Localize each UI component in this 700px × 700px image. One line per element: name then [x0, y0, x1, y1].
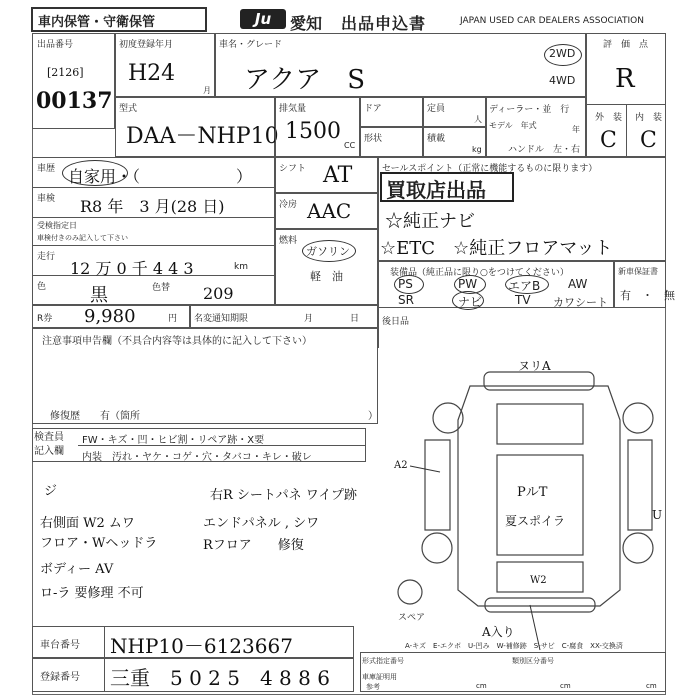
- first-reg-label: 初度登録年月: [119, 40, 174, 50]
- later-items-label: 後日品: [382, 317, 410, 327]
- cm-2: cm: [560, 682, 571, 690]
- chassis-value: NHP10－6123667: [110, 634, 293, 658]
- displacement-unit: CC: [344, 141, 356, 150]
- diagram-wheel-rr: [623, 533, 653, 563]
- association-name: JAPAN USED CAR DEALERS ASSOCIATION: [460, 16, 644, 26]
- damage-legend: A-キズ E-エクボ U-凹み W-補修跡 S-サビ C-腐食 XX-交換済: [405, 642, 623, 650]
- mileage-label: 走行: [37, 252, 56, 262]
- storage-stamp: 車内保管・守衛保管: [38, 15, 156, 30]
- diagram-wheel-fr: [623, 403, 653, 433]
- warranty-label: 新車保証書: [618, 267, 658, 276]
- inspector-note-right-0: 右R シートパネ ワイプ跡: [210, 488, 358, 503]
- listing-no-small: [2126]: [47, 66, 84, 79]
- name-change-label: 名変通知期限: [194, 314, 249, 324]
- diagram-rear-note: A入り: [482, 625, 515, 639]
- inspector-note-left-2: フロア・Wヘッドラ: [40, 536, 158, 551]
- exterior-value: C: [600, 128, 617, 153]
- inspector-note-left-4: ロ-ラ 要修理 不可: [40, 586, 144, 601]
- interior-label: 内 装: [635, 113, 663, 123]
- color-value: 黒: [90, 285, 108, 306]
- recycle-value: 9,980: [84, 306, 136, 327]
- shift-label: シフト: [279, 164, 307, 174]
- displacement-label: 排気量: [279, 104, 307, 114]
- diagram-center-note-1: PルT: [517, 485, 548, 500]
- inspection-note-label: 受検指定日: [37, 221, 77, 230]
- color-change-label: 色替: [152, 283, 171, 293]
- inspector-note-right-1: エンドパネル , シワ: [203, 516, 320, 531]
- inspector-row-2: 汚れ・ヤケ・コゲ・穴・タバコ・キレ・破レ: [112, 452, 312, 463]
- ref-label: 参考: [366, 683, 380, 691]
- shift-value: AT: [323, 163, 353, 188]
- inspector-row-2-label: 内装: [82, 452, 102, 463]
- diagram-bottom-note: W2: [530, 575, 547, 586]
- model-year-unit: 年: [572, 125, 580, 134]
- ac-value: AAC: [307, 199, 352, 223]
- diagram-right-note: U: [652, 508, 663, 522]
- inspector-row-1: FW・キズ・凹・ヒビ割・リペア跡・X要: [82, 435, 265, 446]
- model-value: アクア S: [244, 65, 366, 95]
- notes-label: 注意事項申告欄（不具合内容等は具体的に記入して下さい）: [42, 336, 312, 347]
- doors-label: ドア: [364, 104, 382, 114]
- name-change-month: 月: [304, 314, 314, 324]
- diagram-left-side: [425, 440, 450, 530]
- diagram-front-bumper: [484, 372, 594, 390]
- diagram-center-note-2: 夏スポイラ: [505, 514, 566, 528]
- exterior-label: 外 装: [595, 113, 623, 123]
- diagram-left-note: A2: [394, 460, 408, 471]
- equip-navi: ナビ: [458, 295, 483, 309]
- diagram-roof: [497, 455, 583, 555]
- equip-pw: PW: [458, 277, 478, 291]
- equip-seat: カワシート: [553, 296, 608, 309]
- cm-3: cm: [646, 682, 657, 690]
- diagram-right-side: [628, 440, 652, 530]
- first-reg-month-unit: 月: [203, 86, 211, 95]
- inspector-note-left-0: ジ: [44, 484, 58, 499]
- chassis-label: 車台番号: [40, 640, 80, 651]
- first-reg-value: H24: [128, 61, 176, 86]
- inspection-value: R8 年 3 月(28 日): [80, 197, 225, 216]
- garage-cert-label: 車庫証明用: [362, 673, 397, 681]
- model-year-label: モデル 年式: [489, 121, 537, 130]
- equipment-label: 装備品（純正品に限り○をつけてください）: [390, 268, 569, 278]
- equip-sr: SR: [398, 293, 414, 307]
- grade-label: 評 価 点: [603, 40, 649, 50]
- color-no-value: 209: [203, 284, 234, 303]
- color-label: 色: [37, 282, 47, 292]
- fuel-label: 燃料: [279, 236, 298, 246]
- inspection-note-small: 車検付きのみ記入して下さい: [37, 234, 128, 242]
- sales-label: セールスポイント（正常に機能するものに限ります）: [382, 164, 598, 174]
- diagram-rear-bumper: [485, 598, 595, 612]
- sales-line-1: ☆純正ナビ: [385, 211, 475, 232]
- org-name: 愛知: [290, 14, 323, 33]
- history-value: 自家用・（ ）: [68, 167, 253, 186]
- inspection-label: 車検: [37, 194, 56, 204]
- handle-label: ハンドル 左・右: [508, 145, 581, 155]
- sales-line-2: ☆ETC ☆純正フロアマット: [380, 238, 613, 259]
- inspector-note-left-3: ボディー AV: [40, 562, 114, 577]
- displacement-value: 1500: [285, 119, 341, 144]
- registration-value: 三重 5 0 2 5 4 8 8 6: [110, 666, 330, 690]
- load-label: 積載: [427, 134, 446, 144]
- load-unit: kg: [472, 145, 482, 154]
- spare-label: スペア: [398, 613, 426, 623]
- history-label: 車歴: [37, 164, 56, 174]
- interior-value: C: [640, 128, 657, 153]
- type-cert-label: 形式指定番号: [362, 657, 404, 665]
- drive-2wd: 2WD: [549, 47, 576, 60]
- equip-tv: TV: [515, 293, 531, 307]
- warranty-value: 有 ・ 無: [620, 289, 675, 302]
- inspector-note-right-2: Rフロア 修復: [203, 538, 304, 553]
- recycle-unit: 円: [168, 314, 178, 324]
- registration-label: 登録番号: [40, 672, 80, 683]
- shape-label: 形状: [364, 134, 383, 144]
- inspector-note-left-1: 右側面 W2 ムワ: [40, 516, 135, 531]
- listing-no-main: 00137: [36, 88, 113, 114]
- capacity-unit: 人: [474, 115, 482, 124]
- equip-aw: AW: [568, 277, 588, 291]
- form-title: 出品申込書: [341, 14, 427, 33]
- mileage-unit: km: [234, 262, 248, 272]
- type-value: DAA－NHP10: [126, 124, 279, 149]
- class-label: 類別区分番号: [512, 657, 554, 665]
- fuel-alt: 軽 油: [310, 270, 343, 283]
- inspector-label: 検査員 記入欄: [34, 432, 64, 457]
- equip-ps: PS: [398, 277, 413, 291]
- diagram-spare-tire: [398, 580, 422, 604]
- name-change-day: 日: [350, 314, 360, 324]
- diagram-windshield: [497, 404, 583, 444]
- cm-1: cm: [476, 682, 487, 690]
- fuel-value: ガソリン: [306, 245, 350, 258]
- drive-4wd: 4WD: [549, 74, 576, 87]
- repair-label: 修復歴 有（箇所: [50, 411, 140, 422]
- recycle-label: R券: [37, 314, 53, 324]
- grade-value: R: [615, 64, 635, 94]
- type-label: 型式: [119, 104, 138, 114]
- diagram-top-note: ヌリA: [518, 359, 551, 373]
- equip-airbag: エアB: [508, 279, 541, 293]
- listing-no-label: 出品番号: [37, 40, 74, 50]
- dealer-label: ディーラー・並 行: [489, 105, 570, 115]
- diagram-wheel-rl: [422, 533, 452, 563]
- mileage-value: 12 万 0 千 4 4 3: [70, 259, 194, 278]
- ac-label: 冷房: [279, 200, 298, 210]
- capacity-label: 定員: [427, 104, 446, 114]
- ju-logo: Ju: [240, 9, 286, 29]
- model-label: 車名・グレード: [219, 40, 283, 50]
- repair-close: ）: [368, 411, 378, 422]
- dealer-stamp: 買取店出品: [386, 178, 486, 202]
